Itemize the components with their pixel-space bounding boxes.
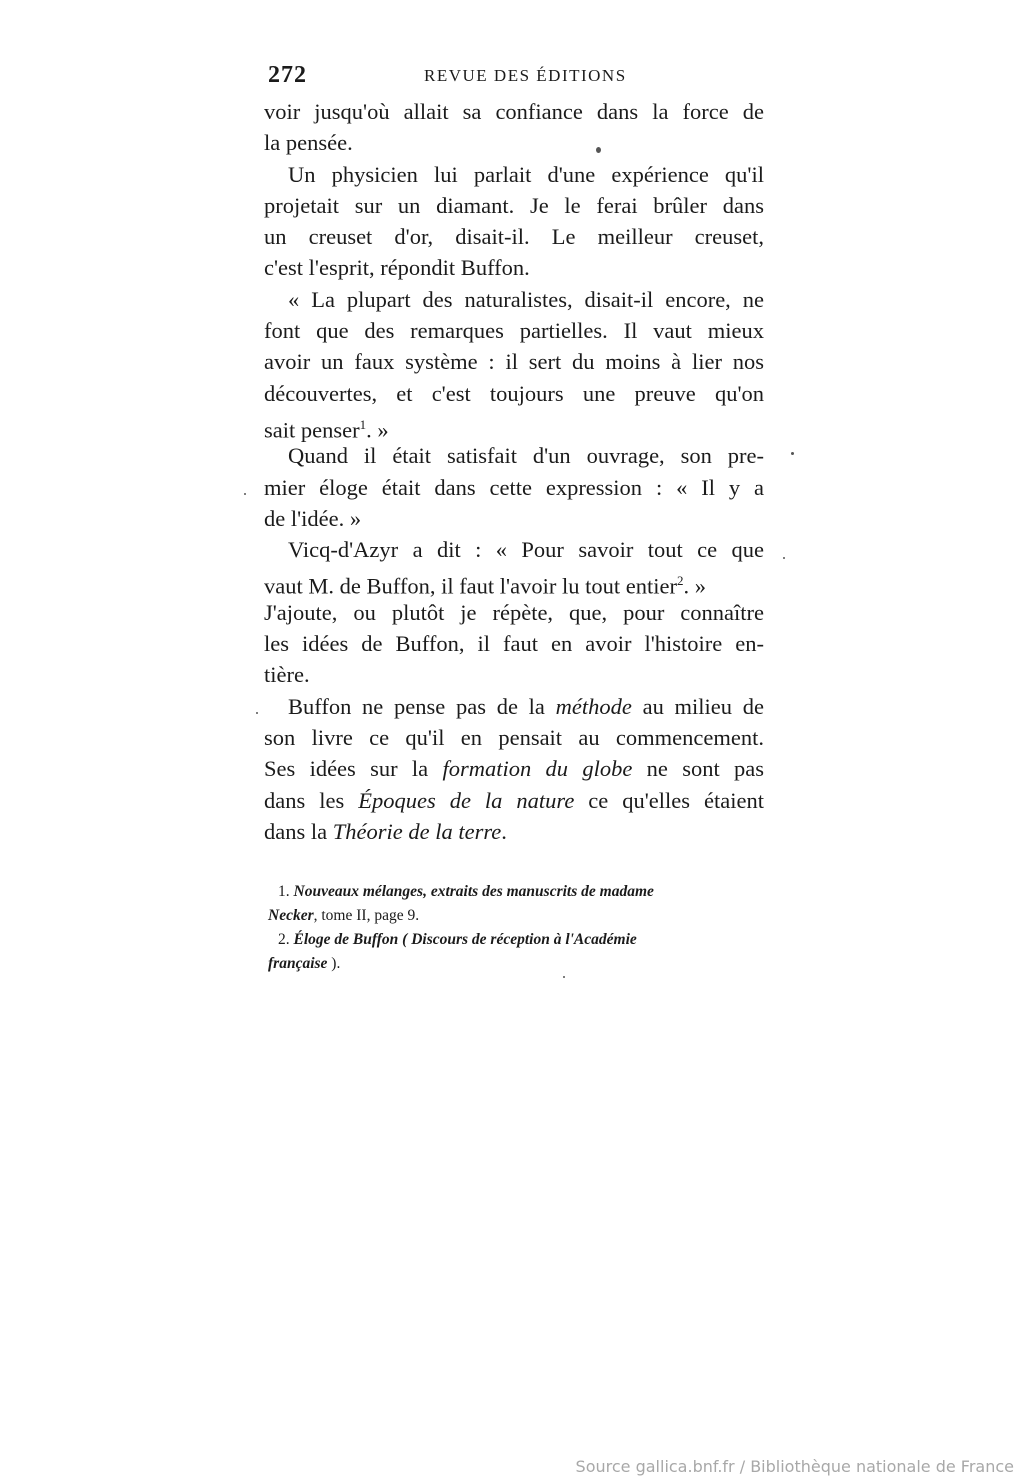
body-text <box>264 96 764 847</box>
text-line <box>264 816 764 847</box>
text-line <box>264 753 764 784</box>
text-line: « La plupart des naturalistes, disait-il encore, ne <box>288 286 764 312</box>
text-line: les idées de Buffon, il faut en avoir l'histoire en- <box>264 631 764 657</box>
source-attribution: Source gallica.bnf.fr / Bibliothèque nationale de France <box>570 1455 1020 1478</box>
page-number: 272 <box>268 62 307 88</box>
text-line <box>264 409 764 443</box>
text-fragment: au milieu de <box>631 693 764 719</box>
footnote-2 <box>268 928 758 952</box>
text-line: projetait sur un diamant. Je le ferai brûler dans <box>264 192 764 218</box>
italic-term: méthode <box>555 693 632 719</box>
text-fragment: dans la <box>264 818 328 844</box>
text-line: Quand il était satisfait d'un ouvrage, son pre- <box>288 443 764 469</box>
running-head <box>264 62 764 92</box>
scan-speck <box>596 147 601 153</box>
footnote-ref[interactable]: 2 <box>676 573 684 589</box>
footnote-text: Nouveaux mélanges, extraits des manuscrits de madame <box>293 883 654 900</box>
italic-term: formation du globe <box>442 756 633 782</box>
footnote-ref[interactable]: 1 <box>359 416 367 432</box>
text-line: c'est l'esprit, répondit Buffon. <box>264 255 530 281</box>
text-fragment: Buffon ne pense pas de la <box>288 693 545 719</box>
text-line <box>264 785 764 816</box>
footnote-2-cont <box>268 952 758 976</box>
text-line: avoir un faux système : il sert du moins à lier nos <box>264 349 764 375</box>
footnotes <box>268 880 758 976</box>
footnote-1 <box>268 880 758 904</box>
text-fragment: ce qu'elles étaient <box>574 787 764 813</box>
text-fragment: . <box>501 818 507 844</box>
footnote-text: Necker <box>268 907 314 924</box>
footnote-text: Éloge de Buffon <box>293 931 399 948</box>
text-fragment: sait penser <box>264 417 360 443</box>
text-fragment: Ses idées sur la <box>264 756 429 782</box>
text-line <box>264 691 764 722</box>
text-line: Vicq-d'Azyr a dit : « Pour savoir tout ce que <box>288 537 764 563</box>
text-line <box>264 565 764 599</box>
text-line: voir jusqu'où allait sa confiance dans la force de <box>264 99 764 124</box>
text-fragment: . » <box>366 417 389 443</box>
text-fragment: vaut M. de Buffon, il faut l'avoir lu tout entier <box>264 573 677 599</box>
text-line: la pensée. <box>264 130 353 156</box>
text-fragment: ne sont pas <box>632 756 765 782</box>
footnote-text: ( Discours de réception à l'Académie <box>398 931 637 948</box>
footnote-1-cont <box>268 904 758 928</box>
text-line: J'ajoute, ou plutôt je répète, que, pour connaître <box>264 599 764 625</box>
text-line: découvertes, et c'est toujours une preuve qu'on <box>264 380 764 406</box>
scan-speck <box>256 712 258 714</box>
footnote-text: , tome II, page 9. <box>313 907 420 924</box>
text-line: font que des remarques partielles. Il vaut mieux <box>264 318 764 344</box>
scan-speck <box>244 493 246 495</box>
text-line: tière. <box>264 662 310 688</box>
italic-term: Époques de la nature <box>358 787 575 813</box>
scan-speck <box>563 976 565 978</box>
text-line: mier éloge était dans cette expression : « Il y a <box>264 474 764 500</box>
scan-speck <box>791 452 794 455</box>
footnote-text: française <box>268 955 328 972</box>
footnote-text: ). <box>327 955 341 972</box>
running-title: REVUE DES ÉDITIONS <box>424 66 627 85</box>
text-line: Un physicien lui parlait d'une expérience qu'il <box>288 161 764 187</box>
footnote-number: 2. <box>278 931 290 948</box>
scan-speck <box>783 557 785 559</box>
text-fragment: . » <box>683 573 706 599</box>
footnote-number: 1. <box>278 883 290 900</box>
text-line: un creuset d'or, disait-il. Le meilleur creuset, <box>264 224 764 250</box>
text-line: de l'idée. » <box>264 505 362 531</box>
text-fragment: dans les <box>264 787 345 813</box>
italic-term: Théorie de la terre <box>332 818 502 844</box>
text-line: son livre ce qu'il en pensait au commencement. <box>264 724 764 750</box>
